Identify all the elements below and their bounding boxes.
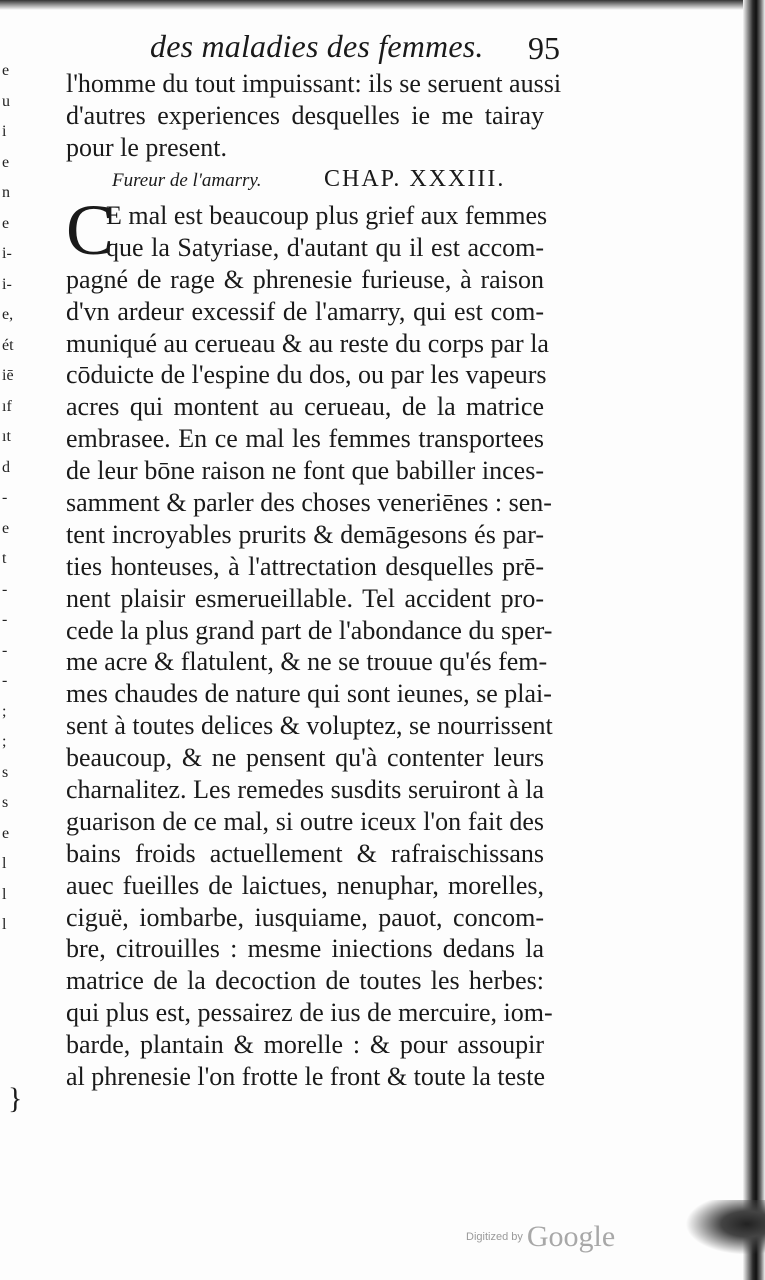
page-top-edge [0,0,765,10]
text-line: me acre & flatulent, & ne se trouue qu'és fem- [66,647,548,677]
margin-bracket: } [8,1082,23,1115]
text-line: mes chaudes de nature qui sont ieunes, se plai- [66,679,552,709]
running-title: des maladies des femmes. [150,28,484,64]
margin-glyph: ; [2,733,7,750]
margin-glyph: s [2,794,9,811]
page-right-edge [743,0,765,1280]
text-line: qui plus est, pessairez de ius de mercuire, iom- [66,998,553,1028]
margin-glyph: u [2,92,10,110]
margin-glyph: e [2,62,10,79]
margin-glyph: s [2,763,9,781]
margin-glyph: l [2,855,7,872]
chapter-number: CHAP. XXXIII. [324,166,506,192]
margin-glyph: - [2,672,8,689]
text-line: cede la plus grand part de l'abondance du sper- [66,615,553,645]
margin-glyph: - [2,580,8,598]
text-line: pagné de rage & phrenesie furieuse, à raison [66,264,544,294]
margin-glyph: i- [2,245,12,262]
text-line: d'vn ardeur excessif de l'amarry, qui est com- [66,296,544,326]
intro-text [66,68,562,164]
margin-glyph: - [2,641,8,659]
text-line: que la Satyriase, d'autant qu il est accom- [106,232,544,262]
margin-glyph: ıf [2,397,12,415]
margin-glyph: e [2,214,10,232]
margin-glyph: i [2,123,7,140]
margin-glyph: l [2,885,7,903]
text-line: bre, citrouilles : mesme iniections dedans la [66,934,544,964]
text-line: auec fueilles de laictues, nenuphar, morelles, [66,870,544,900]
text-line: ciguë, iombarbe, iusquiame, pauot, concom- [66,902,544,932]
text-line: ties honteuses, à l'attrectation desquelles prē- [66,551,544,581]
margin-glyph: ; [2,702,7,720]
corner-ink-smudge [675,1200,765,1260]
margin-glyph: d [2,458,10,476]
chapter-body [66,200,553,1093]
text-line: al phrenesie l'on frotte le front & toute la teste [66,1062,546,1092]
text-line: sent à toutes delices & voluptez, se nourrissent [66,711,553,741]
chapter-heading [96,168,546,200]
text-line: de leur bōne raison ne font que babiller inces- [66,456,544,486]
side-heading: Fureur de l'amarry. [112,170,262,191]
drop-cap: C [66,190,115,270]
digitized-by-label: Digitized by [466,1231,523,1243]
margin-glyph: e [2,519,10,537]
text-line: embrasee. En ce mal les femmes transportees [66,424,544,454]
text-line: barde, plantain & morelle : & pour assoupir [66,1030,544,1060]
text-line: l'homme du tout impuissant: ils se seruent aussi [66,69,562,98]
previous-page-margin [2,62,26,942]
text-line: tent incroyables prurits & demāgesons és par- [66,519,544,549]
text-line: E mal est beaucoup plus grief aux femmes [106,201,548,230]
margin-glyph: - [2,611,8,628]
text-line: nent plaisir esmerueillable. Tel accident pro- [66,583,544,613]
margin-glyph: e [2,153,10,171]
page-header [150,28,570,72]
text-line: muniqué au cerueau & au reste du corps par la [66,328,549,358]
margin-glyph: t [2,550,7,567]
text-line: d'autres experiences desquelles ie me tairay [66,100,544,130]
text-line: beaucoup, & ne pensent qu'à contenter leurs [66,743,544,773]
margin-glyph: e, [2,306,14,323]
margin-glyph: ıt [2,428,11,445]
google-logo: Google [526,1220,616,1253]
digitized-watermark [466,1220,615,1254]
text-line: charnalitez. Les remedes susdits seruiront à la [66,775,544,805]
margin-glyph: e [2,824,10,842]
margin-glyph: ét [2,336,14,354]
margin-glyph: i- [2,275,12,293]
margin-glyph: n [2,184,10,201]
text-line: acres qui montent au cerueau, de la matrice [66,392,544,422]
text-line: matrice de la decoction de toutes les herbes: [66,966,544,996]
text-line: guarison de ce mal, si outre iceux l'on fait des [66,806,544,836]
text-line: cōduicte de l'espine du dos, ou par les vapeurs [66,360,547,390]
text-line: bains froids actuellement & rafraischissans [66,838,544,868]
margin-glyph: l [2,916,7,933]
margin-glyph: iē [2,367,14,384]
margin-glyph: - [2,489,8,506]
text-line: samment & parler des choses veneriēnes : sen- [66,488,552,518]
page-number: 95 [528,30,560,66]
text-line: pour le present. [66,132,228,162]
